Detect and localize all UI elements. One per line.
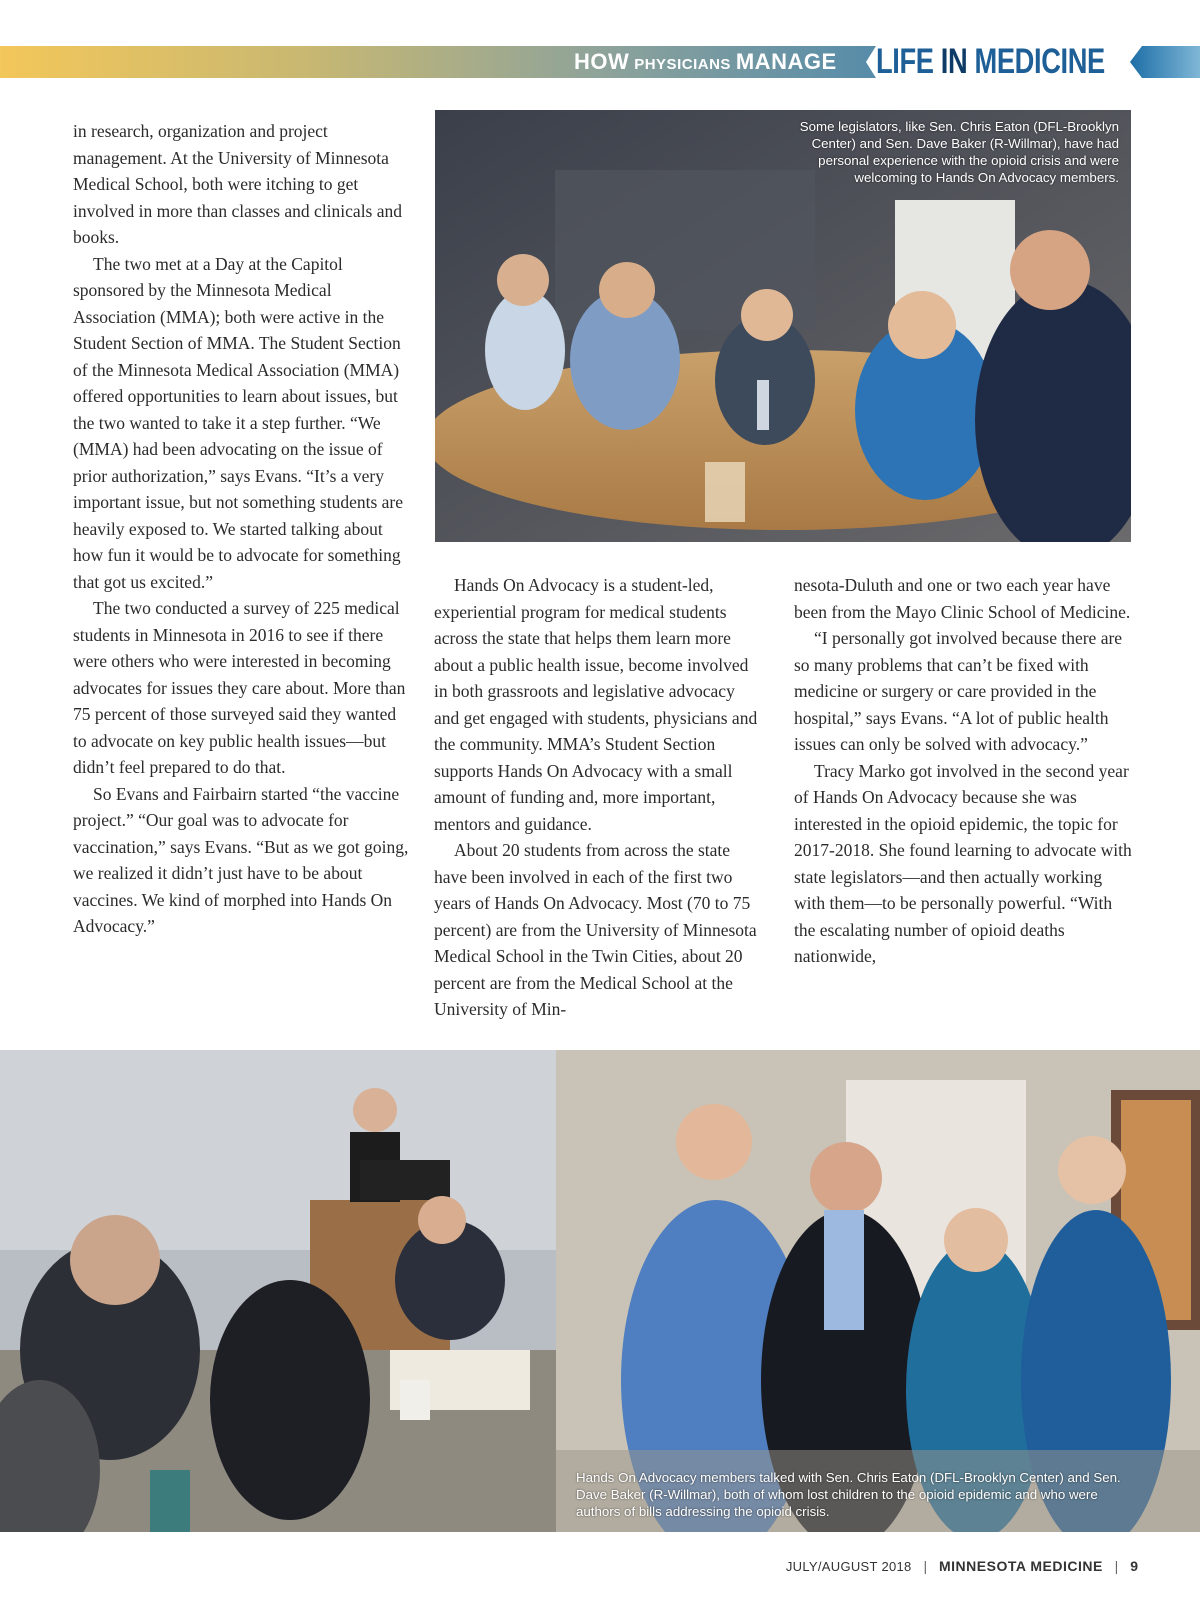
text-column-2 <box>434 572 764 1023</box>
page-number: 9 <box>1130 1558 1138 1574</box>
section-title <box>876 44 1105 80</box>
footer-divider: | <box>1114 1558 1119 1574</box>
group-photo-illustration <box>556 1050 1200 1532</box>
title-medicine: MEDICINE <box>974 42 1105 81</box>
text-column-1 <box>73 118 413 940</box>
paragraph: in research, organization and project management. At the University of Minnesota Medical School, both were itching to get involved in more than classes and clinicals and books. <box>73 121 403 247</box>
paragraph: Hands On Advocacy is a student-led, experiential program for medical students across the state that helps them learn more about a public health issue, become involved in both grassroots and legislative advocacy and get engaged with students, physicians and the community. MMA’s Student Section supports Hands On Advocacy with a small amount of funding and, more important, mentors and guidance. <box>434 575 758 834</box>
kicker-manage: MANAGE <box>735 49 837 74</box>
photo-classroom-presentation <box>0 1050 556 1532</box>
paragraph: So Evans and Fairbairn started “the vaccine project.” “Our goal was to advocate for vaccination,” says Evans. “But as we got going, we realized it didn’t just have to be about vaccines. We kind of morphed into Hands On Advocacy.” <box>73 783 409 936</box>
classroom-photo-illustration <box>0 1050 556 1532</box>
paragraph: The two conducted a survey of 225 medical students in Minnesota in 2016 to see if there were others who were interested in becoming advocates for issues they care about. More than 75 percent of those surveyed said they wanted to advocate on key public health issues—but didn’t feel prepared to do that. <box>73 598 406 777</box>
section-kicker <box>574 46 837 78</box>
magazine-name: MINNESOTA MEDICINE <box>939 1558 1103 1574</box>
footer-divider: | <box>923 1558 928 1574</box>
paragraph: Tracy Marko got involved in the second year of Hands On Advocacy because she was interested in the opioid epidemic, the topic for 2017-2018. She found learning to advocate with state legislators—and then actually working with them—to be personally powerful. “With the escalating number of opioid deaths nationwide, <box>794 760 1132 966</box>
paragraph: About 20 students from across the state have been involved in each of the first two years of Hands On Advocacy. Most (70 to 75 percent) are from the University of Minnesota Medical School in the Twin Cities, about 20 percent are from the Medical School at the University of Min- <box>434 840 757 1019</box>
photo-group-with-senators <box>556 1050 1200 1532</box>
issue-date: JULY/AUGUST 2018 <box>785 1559 912 1574</box>
text-column-3 <box>794 572 1134 970</box>
photo-legislator-meeting <box>435 110 1131 542</box>
title-in: IN <box>940 42 968 81</box>
photo-caption-top: Some legislators, like Sen. Chris Eaton (DFL-Brooklyn Center) and Sen. Dave Baker (R-Willmar), have had personal experience with the opioid crisis and were welcoming to Hands On Advocacy members. <box>799 119 1119 185</box>
header-arrow-decoration <box>1130 46 1200 78</box>
kicker-how: HOW <box>574 49 630 74</box>
title-life: LIFE <box>876 42 934 81</box>
paragraph: nesota-Duluth and one or two each year have been from the Mayo Clinic School of Medicine. <box>794 575 1131 622</box>
page-footer <box>786 1556 1138 1576</box>
kicker-physicians: PHYSICIANS <box>634 56 731 73</box>
paragraph: The two met at a Day at the Capitol sponsored by the Minnesota Medical Association (MMA); both were active in the Student Section of MMA. The Student Section of the Minnesota Medical Association (MMA) offered opportunities to learn about issues, but the two wanted to take it a step further. “We (MMA) had been advocating on the issue of prior authorization,” says Evans. “It’s a very important issue, but not something students are heavily exposed to. We started talking about how fun it would be to advocate for something that got us excited.” <box>73 253 404 592</box>
photo-caption-bottom: Hands On Advocacy members talked with Sen. Chris Eaton (DFL-Brooklyn Center) and Sen. Dave Baker (R-Willmar), both of whom lost children to the opioid epidemic and who were authors of bills addressing the opioid crisis. <box>576 1470 1121 1519</box>
paragraph: “I personally got involved because there are so many problems that can’t be fixed with medicine or surgery or care provided in the hospital,” says Evans. “A lot of public health issues can only be solved with advocacy.” <box>794 628 1123 754</box>
